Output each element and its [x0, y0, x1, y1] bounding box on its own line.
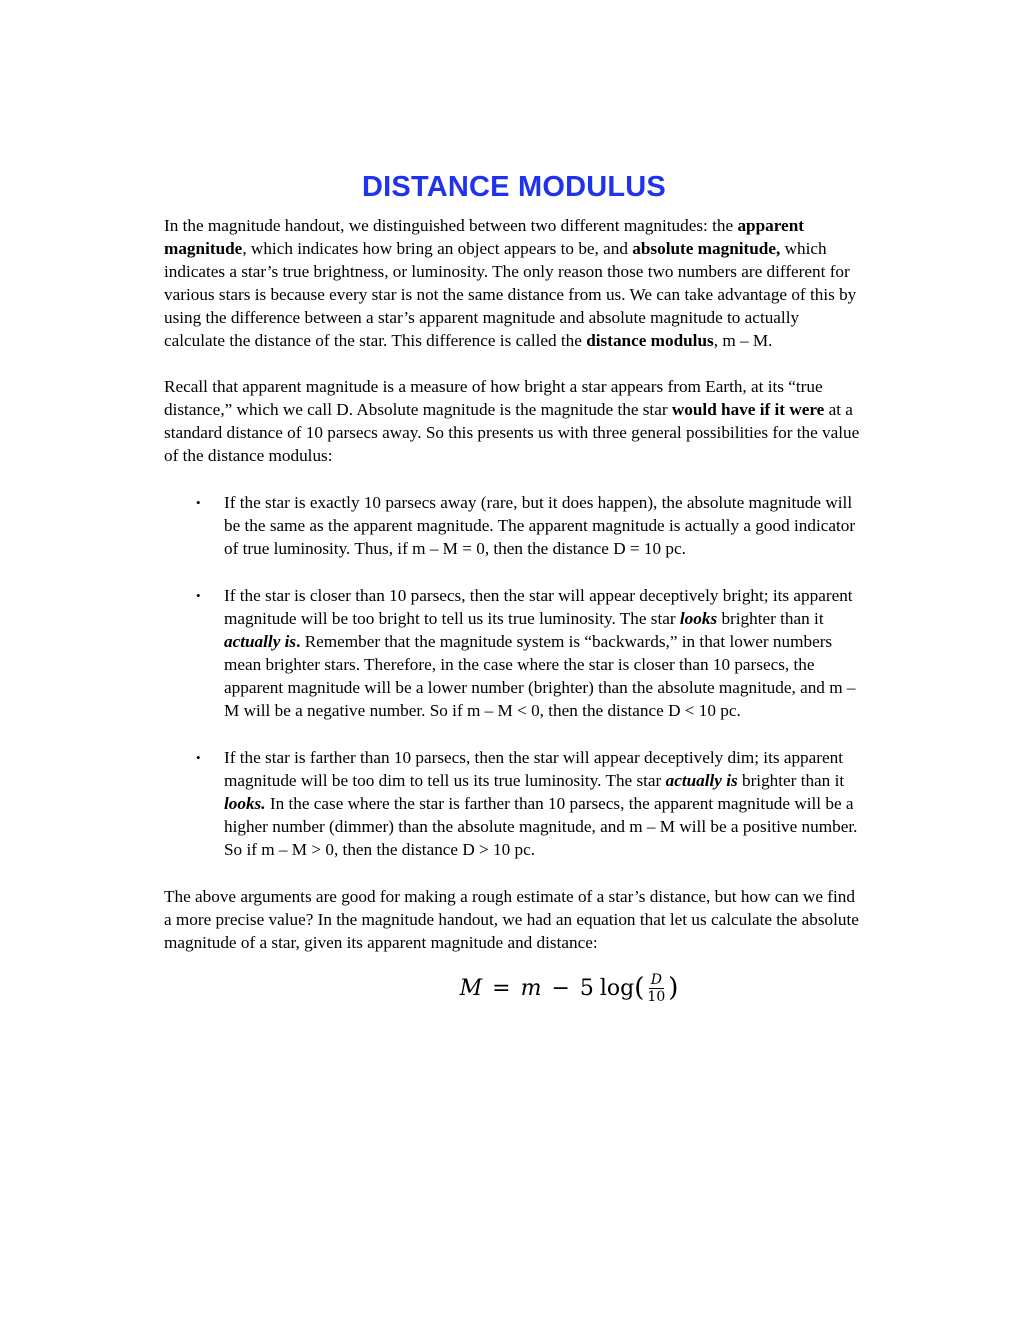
eq-apparent-magnitude: m [520, 976, 542, 1001]
bullet-2-period: . [296, 632, 301, 651]
eq-numerator: D [650, 972, 662, 988]
bullet-3-text-1: If the star is farther than 10 parsecs, then the star will appear deceptively dim; its apparent magnitude will be too dim to tell us its true luminosity. The star [224, 748, 844, 790]
eq-denominator: 10 [647, 989, 666, 1005]
intro-text-3: which indicates a star’s true brightness, or luminosity. The only reason those two numbers are different for various stars is because every star is not the same distance from us. We can take advantage of this by using the difference between a star’s apparent magnitude and absolute magnitude to actually calculate the distance of the star. This difference is called the [164, 239, 857, 350]
intro-text-1: In the magnitude handout, we distinguished between two different magnitudes: the [164, 216, 738, 235]
document-page [164, 170, 864, 1022]
recall-paragraph [164, 375, 864, 467]
recall-emphasis: would have if it were [671, 400, 825, 419]
bullet-3-text-3: In the case where the star is farther than 10 parsecs, the apparent magnitude will be a higher number (dimmer) than the absolute magnitude, and m – M will be a positive number. So if m – M > 0, then the distance D > 10 pc. [224, 794, 858, 859]
bullet-2-text-2: brighter than it [717, 609, 824, 628]
term-apparent-magnitude: apparent magnitude [164, 216, 804, 258]
eq-log: log [599, 976, 635, 1001]
list-item [164, 746, 864, 861]
intro-paragraph [164, 214, 864, 352]
list-item [164, 584, 864, 722]
bullet-icon: • [196, 750, 201, 765]
bullet-2-emphasis-1: looks [679, 609, 718, 628]
intro-text-4: , m – M. [713, 331, 773, 350]
eq-fraction [645, 972, 667, 1005]
recall-text-2: at a standard distance of 10 parsecs away. So this presents us with three general possibilities for the value of the distance modulus: [164, 400, 860, 465]
list-item [164, 491, 864, 560]
eq-equals: = [492, 976, 511, 1001]
possibilities-list [164, 491, 864, 861]
term-absolute-magnitude: absolute magnitude, [632, 239, 781, 258]
bullet-icon: • [196, 495, 201, 510]
bullet-3-text-2: brighter than it [737, 771, 845, 790]
term-distance-modulus: distance modulus [586, 331, 714, 350]
page-title: DISTANCE MODULUS [362, 171, 666, 203]
bullet-3-emphasis-1: actually is [665, 771, 738, 790]
bullet-icon: • [196, 588, 201, 603]
bullet-2-text-3: Remember that the magnitude system is “backwards,” in that lower numbers mean brighter stars. Therefore, in the case where the star is closer than 10 parsecs, the apparent magnitude will be a lower number (brighter) than the absolute magnitude, and m – M will be a negative number. So if m – M < 0, then the distance D < 10 pc. [224, 632, 856, 720]
bullet-3-emphasis-2: looks. [224, 794, 266, 813]
bullet-2-emphasis-2: actually is [224, 632, 297, 651]
eq-minus: − [551, 976, 570, 1001]
eq-coefficient: 5 [579, 976, 594, 1001]
bullet-2-text-1: If the star is closer than 10 parsecs, then the star will appear deceptively bright; its apparent magnitude will be too bright to tell us its true luminosity. The star [224, 586, 853, 628]
eq-absolute-magnitude: M [459, 976, 483, 1001]
magnitude-equation [164, 972, 864, 1022]
bullet-1-text: If the star is exactly 10 parsecs away (rare, but it does happen), the absolute magnitude will be the same as the apparent magnitude. The apparent magnitude is actually a good indicator of true luminosity. Thus, if m – M = 0, then the distance D = 10 pc. [224, 493, 856, 558]
intro-text-2: , which indicates how bring an object appears to be, and [242, 239, 633, 258]
eq-right-paren: ) [668, 973, 679, 1003]
recall-text-1: Recall that apparent magnitude is a measure of how bright a star appears from Earth, at its “true distance,” which we call D. Absolute magnitude is the magnitude the star [164, 377, 823, 419]
eq-left-paren: ( [634, 973, 645, 1003]
closing-paragraph: The above arguments are good for making a rough estimate of a star’s distance, but how can we find a more precise value? In the magnitude handout, we had an equation that let us calculate the absolute magnitude of a star, given its apparent magnitude and distance: [164, 887, 859, 952]
